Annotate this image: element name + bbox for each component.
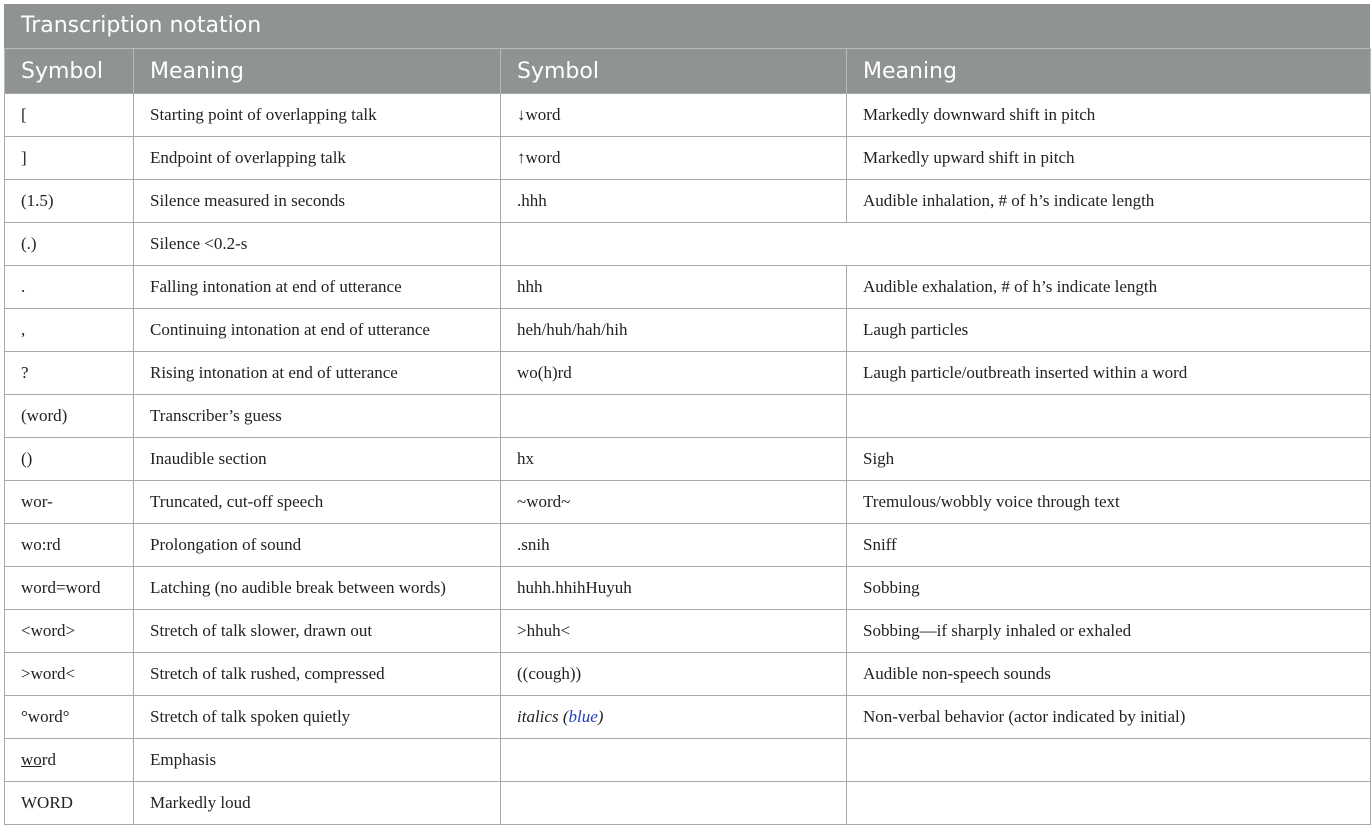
meaning-cell: Stretch of talk slower, drawn out bbox=[134, 610, 501, 653]
header-meaning-1: Meaning bbox=[134, 49, 501, 94]
plain-part: rd bbox=[41, 750, 56, 769]
meaning-cell: Sobbing—if sharply inhaled or exhaled bbox=[847, 610, 1371, 653]
symbol-cell: hhh bbox=[501, 266, 847, 309]
table-row bbox=[5, 782, 1371, 825]
table-row bbox=[5, 137, 1371, 180]
italics-text: italics bbox=[517, 707, 559, 726]
symbol-cell: huhh.hhihHuyuh bbox=[501, 567, 847, 610]
meaning-cell: Stretch of talk rushed, compressed bbox=[134, 653, 501, 696]
meaning-cell: Prolongation of sound bbox=[134, 524, 501, 567]
header-row bbox=[5, 49, 1371, 94]
open-paren: ( bbox=[558, 707, 569, 726]
meaning-cell: Markedly upward shift in pitch bbox=[847, 137, 1371, 180]
symbol-cell bbox=[501, 739, 847, 782]
symbol-cell: ↓word bbox=[501, 94, 847, 137]
meaning-cell: Audible exhalation, # of h’s indicate length bbox=[847, 266, 1371, 309]
symbol-cell: word=word bbox=[5, 567, 134, 610]
table-row bbox=[5, 610, 1371, 653]
meaning-cell: Sniff bbox=[847, 524, 1371, 567]
symbol-cell: ? bbox=[5, 352, 134, 395]
blue-text: blue bbox=[568, 707, 598, 726]
meaning-cell: Transcriber’s guess bbox=[134, 395, 501, 438]
table-row bbox=[5, 696, 1371, 739]
table-row bbox=[5, 352, 1371, 395]
table-row bbox=[5, 223, 1371, 266]
underlined-part: wo bbox=[21, 750, 42, 769]
meaning-cell bbox=[847, 739, 1371, 782]
symbol-cell bbox=[501, 782, 847, 825]
symbol-cell: WORD bbox=[5, 782, 134, 825]
symbol-cell: ] bbox=[5, 137, 134, 180]
symbol-cell-italics bbox=[501, 696, 847, 739]
meaning-cell: Sobbing bbox=[847, 567, 1371, 610]
symbol-cell: , bbox=[5, 309, 134, 352]
symbol-cell: . bbox=[5, 266, 134, 309]
table-title: Transcription notation bbox=[4, 4, 1370, 48]
notation-table-container bbox=[4, 4, 1370, 825]
meaning-cell: Stretch of talk spoken quietly bbox=[134, 696, 501, 739]
header-meaning-2: Meaning bbox=[847, 49, 1371, 94]
symbol-cell: () bbox=[5, 438, 134, 481]
table-row bbox=[5, 739, 1371, 782]
meaning-cell bbox=[847, 395, 1371, 438]
meaning-cell: Latching (no audible break between words) bbox=[134, 567, 501, 610]
symbol-cell: heh/huh/hah/hih bbox=[501, 309, 847, 352]
meaning-cell: Audible non-speech sounds bbox=[847, 653, 1371, 696]
meaning-cell: Laugh particles bbox=[847, 309, 1371, 352]
table-row bbox=[5, 180, 1371, 223]
meaning-cell: Continuing intonation at end of utterance bbox=[134, 309, 501, 352]
symbol-cell: (word) bbox=[5, 395, 134, 438]
meaning-cell: Emphasis bbox=[134, 739, 501, 782]
table-row bbox=[5, 653, 1371, 696]
symbol-cell: ((cough)) bbox=[501, 653, 847, 696]
meaning-cell: Falling intonation at end of utterance bbox=[134, 266, 501, 309]
table-row bbox=[5, 481, 1371, 524]
meaning-cell bbox=[847, 782, 1371, 825]
meaning-cell: Sigh bbox=[847, 438, 1371, 481]
header-symbol-1: Symbol bbox=[5, 49, 134, 94]
empty-merged-cell bbox=[501, 223, 1371, 266]
symbol-cell bbox=[501, 395, 847, 438]
meaning-cell: Starting point of overlapping talk bbox=[134, 94, 501, 137]
meaning-cell: Silence measured in seconds bbox=[134, 180, 501, 223]
meaning-cell: Tremulous/wobbly voice through text bbox=[847, 481, 1371, 524]
symbol-cell: hx bbox=[501, 438, 847, 481]
symbol-cell: [ bbox=[5, 94, 134, 137]
table-row bbox=[5, 309, 1371, 352]
close-paren: ) bbox=[597, 707, 604, 726]
symbol-cell: <word> bbox=[5, 610, 134, 653]
table-row bbox=[5, 567, 1371, 610]
symbol-cell: wo(h)rd bbox=[501, 352, 847, 395]
symbol-cell: wor- bbox=[5, 481, 134, 524]
meaning-cell: Audible inhalation, # of h’s indicate length bbox=[847, 180, 1371, 223]
table-row bbox=[5, 266, 1371, 309]
table-row bbox=[5, 438, 1371, 481]
symbol-cell: °word° bbox=[5, 696, 134, 739]
meaning-cell: Endpoint of overlapping talk bbox=[134, 137, 501, 180]
meaning-cell: Markedly downward shift in pitch bbox=[847, 94, 1371, 137]
meaning-cell: Inaudible section bbox=[134, 438, 501, 481]
meaning-cell: Markedly loud bbox=[134, 782, 501, 825]
table-row bbox=[5, 524, 1371, 567]
meaning-cell: Rising intonation at end of utterance bbox=[134, 352, 501, 395]
meaning-cell: Truncated, cut-off speech bbox=[134, 481, 501, 524]
meaning-cell: Silence <0.2-s bbox=[134, 223, 501, 266]
symbol-cell: .snih bbox=[501, 524, 847, 567]
table-row bbox=[5, 395, 1371, 438]
symbol-cell: ~word~ bbox=[501, 481, 847, 524]
symbol-cell: >word< bbox=[5, 653, 134, 696]
symbol-cell: .hhh bbox=[501, 180, 847, 223]
symbol-cell-emphasis bbox=[5, 739, 134, 782]
symbol-cell: (.) bbox=[5, 223, 134, 266]
notation-table bbox=[4, 48, 1371, 825]
symbol-cell: (1.5) bbox=[5, 180, 134, 223]
meaning-cell: Non-verbal behavior (actor indicated by initial) bbox=[847, 696, 1371, 739]
symbol-cell: wo:rd bbox=[5, 524, 134, 567]
symbol-cell: >hhuh< bbox=[501, 610, 847, 653]
symbol-cell: ↑word bbox=[501, 137, 847, 180]
header-symbol-2: Symbol bbox=[501, 49, 847, 94]
table-row bbox=[5, 94, 1371, 137]
meaning-cell: Laugh particle/outbreath inserted within a word bbox=[847, 352, 1371, 395]
